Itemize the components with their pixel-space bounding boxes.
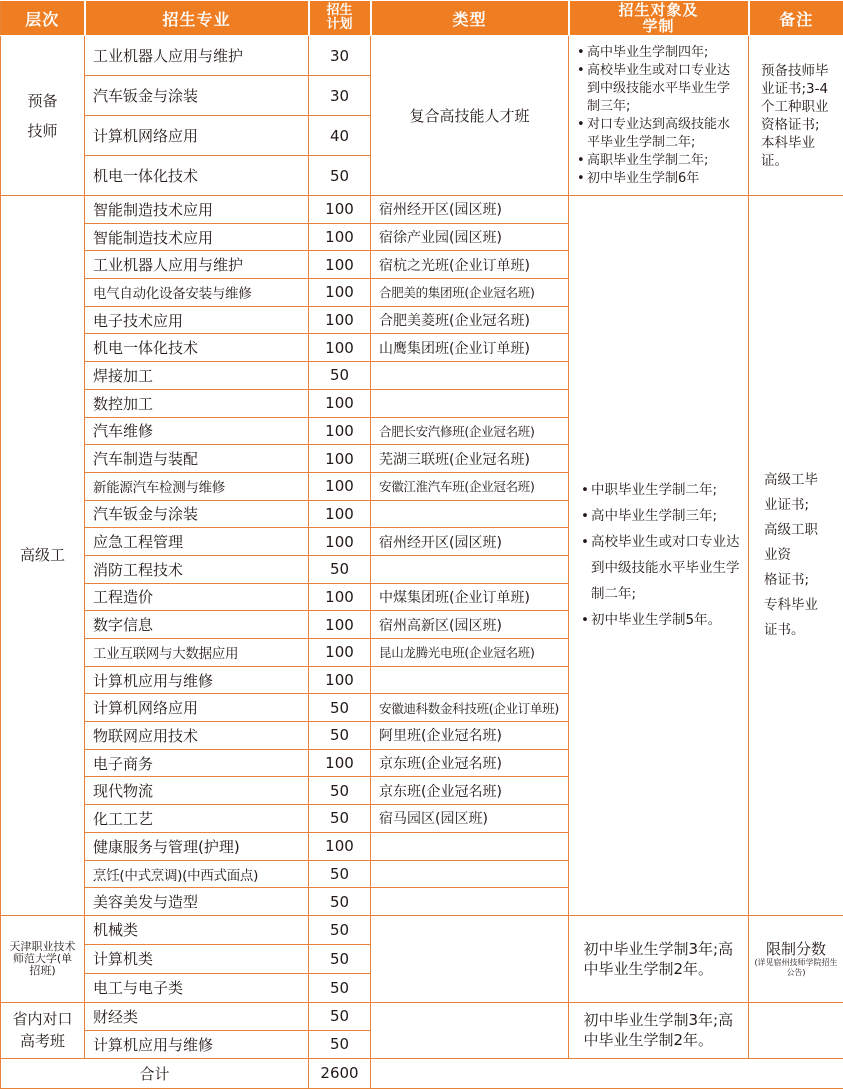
header-object [569,1,749,36]
header-major: 招生专业 [85,1,309,36]
major-cell: 现代物流 [85,777,309,805]
header-plan-text: 招生计划 [322,4,358,32]
major-cell: 焊接加工 [85,362,309,390]
header-object-text: 招生对象及学制 [618,2,700,34]
major-cell: 应急工程管理 [85,528,309,556]
major-cell: 汽车钣金与涂装 [85,500,309,528]
header-type: 类型 [371,1,569,36]
total-blank [371,1058,843,1088]
type-cell [371,832,569,860]
major-cell: 化工工艺 [85,805,309,833]
type-cell [371,500,569,528]
total-label: 合计 [1,1058,309,1088]
major-cell: 计算机类 [85,944,309,973]
major-cell: 工业机器人应用与维护 [85,36,309,76]
type-cell: 宿州高新区(园区班) [371,611,569,639]
total-value: 2600 [309,1058,371,1088]
note-cell [749,915,843,1002]
major-cell: 数控加工 [85,389,309,417]
note-text: 预备技师毕业证书;3-4个工种职业资格证书;本科毕业证。 [761,62,831,170]
plan-cell: 50 [309,555,371,583]
plan-cell: 30 [309,36,371,76]
plan-cell: 100 [309,639,371,667]
major-cell: 电子商务 [85,749,309,777]
type-cell [371,666,569,694]
note-item: 格证书; [764,568,828,593]
major-cell: 电气自动化设备安装与维修 [85,279,309,307]
plan-cell: 50 [309,777,371,805]
object-item: • 初中毕业生学制5年。 [581,607,742,633]
major-cell: 工程造价 [85,583,309,611]
plan-cell: 50 [309,1002,371,1030]
plan-cell: 100 [309,472,371,500]
major-cell: 汽车钣金与涂装 [85,76,309,116]
note-list [764,468,828,643]
plan-cell: 100 [309,583,371,611]
major-cell: 机电一体化技术 [85,334,309,362]
type-cell: 安徽江淮汽车班(企业冠名班) [371,472,569,500]
plan-cell: 40 [309,116,371,156]
note-item: 高级工毕业证书; [764,468,828,518]
major-cell: 机电一体化技术 [85,156,309,196]
object-cell [569,196,749,916]
object-cell [569,915,749,1002]
object-cell [569,1002,749,1058]
major-cell: 工业机器人应用与维护 [85,251,309,279]
major-cell: 计算机应用与维修 [85,666,309,694]
type-cell [371,555,569,583]
plan-cell: 100 [309,611,371,639]
plan-cell: 50 [309,722,371,750]
plan-cell: 100 [309,389,371,417]
type-cell [371,888,569,916]
level-cell [1,915,85,1002]
object-item: • 高职毕业生学制二年; [577,152,742,170]
level-cell [1,1002,85,1058]
type-cell: 宿州经开区(园区班) [371,528,569,556]
total-row [1,1058,843,1088]
major-cell: 新能源汽车检测与维修 [85,472,309,500]
major-cell: 烹饪(中式烹调)(中西式面点) [85,860,309,888]
type-cell: 宿杭之光班(企业订单班) [371,251,569,279]
type-cell: 合肥长安汽修班(企业冠名班) [371,417,569,445]
plan-cell: 100 [309,417,371,445]
type-cell: 京东班(企业冠名班) [371,749,569,777]
header-level: 层次 [1,1,85,36]
note-item: 专科毕业证书。 [764,593,828,643]
object-item: • 高校毕业生或对口专业达到中级技能水平毕业生学制二年; [581,529,742,607]
plan-cell: 100 [309,196,371,224]
major-cell: 数字信息 [85,611,309,639]
plan-cell: 50 [309,944,371,973]
note-cell [749,1002,843,1058]
type-cell: 合肥美的集团班(企业冠名班) [371,279,569,307]
object-item: • 中职毕业生学制二年; [581,477,742,503]
major-cell: 汽车维修 [85,417,309,445]
plan-cell: 100 [309,500,371,528]
table-row [1,36,843,76]
plan-cell: 100 [309,223,371,251]
table-row [1,915,843,944]
type-cell: 合肥美菱班(企业冠名班) [371,306,569,334]
type-cell: 复合高技能人才班 [371,36,569,196]
note-item: 高级工职业资 [764,518,828,568]
plan-cell: 100 [309,832,371,860]
type-cell: 宿徐产业园(园区班) [371,223,569,251]
type-cell: 中煤集团班(企业订单班) [371,583,569,611]
plan-cell: 50 [309,915,371,944]
plan-cell: 50 [309,1030,371,1058]
major-cell: 物联网应用技术 [85,722,309,750]
level-cell: 高级工 [1,196,85,916]
table-row [1,196,843,224]
plan-cell: 50 [309,694,371,722]
major-cell: 计算机应用与维修 [85,1030,309,1058]
plan-cell: 100 [309,749,371,777]
type-cell: 阿里班(企业冠名班) [371,722,569,750]
major-cell: 汽车制造与装配 [85,445,309,473]
type-cell [371,362,569,390]
type-cell: 宿马园区(园区班) [371,805,569,833]
type-cell: 宿州经开区(园区班) [371,196,569,224]
type-cell [371,915,569,1002]
plan-cell: 100 [309,666,371,694]
object-text: 初中毕业生学制3年;高中毕业生学制2年。 [584,939,734,979]
object-item: • 初中毕业生学制6年 [577,170,742,188]
plan-cell: 100 [309,445,371,473]
type-cell: 安徽迪科数金科技班(企业订单班) [371,694,569,722]
object-item: • 对口专业达到高级技能水平毕业生学制二年; [577,116,742,152]
object-text: 初中毕业生学制3年;高中毕业生学制2年。 [584,1010,734,1050]
level-text: 天津职业技术师范大学(单招班) [8,941,78,977]
plan-cell: 100 [309,528,371,556]
plan-cell: 30 [309,76,371,116]
level-text: 省内对口高考班 [11,1008,75,1052]
object-cell [569,36,749,196]
plan-cell: 100 [309,279,371,307]
header-note: 备注 [749,1,843,36]
type-cell [371,860,569,888]
major-cell: 美容美发与造型 [85,888,309,916]
plan-cell: 100 [309,251,371,279]
plan-cell: 50 [309,362,371,390]
object-item: • 高校毕业生或对口专业达到中级技能水平毕业生学制三年; [577,62,742,116]
note-small-text: (详见宿州技师学院招生公告) [753,958,839,978]
major-cell: 健康服务与管理(护理) [85,832,309,860]
type-cell: 京东班(企业冠名班) [371,777,569,805]
major-cell: 消防工程技术 [85,555,309,583]
header-plan [309,1,371,36]
plan-cell: 50 [309,973,371,1002]
object-list [577,44,742,188]
plan-cell: 50 [309,888,371,916]
plan-cell: 50 [309,156,371,196]
level-cell [1,36,85,196]
note-cell [749,196,843,916]
major-cell: 计算机网络应用 [85,116,309,156]
type-cell: 昆山龙腾光电班(企业冠名班) [371,639,569,667]
major-cell: 财经类 [85,1002,309,1030]
major-cell: 电工与电子类 [85,973,309,1002]
object-item: • 高中毕业生学制三年; [581,503,742,529]
plan-cell: 100 [309,306,371,334]
type-cell [371,1002,569,1058]
object-item: • 高中毕业生学制四年; [577,44,742,62]
type-cell: 芜湖三联班(企业冠名班) [371,445,569,473]
plan-cell: 100 [309,334,371,362]
header-row [1,1,843,36]
major-cell: 计算机网络应用 [85,694,309,722]
major-cell: 智能制造技术应用 [85,223,309,251]
type-cell [371,389,569,417]
level-text: 预备技师 [25,86,61,146]
major-cell: 智能制造技术应用 [85,196,309,224]
type-cell: 山鹰集团班(企业订单班) [371,334,569,362]
table-row [1,1002,843,1030]
major-cell: 电子技术应用 [85,306,309,334]
plan-cell: 50 [309,805,371,833]
plan-cell: 50 [309,860,371,888]
note-text: 限制分数 [753,940,839,958]
note-cell [749,36,843,196]
major-cell: 工业互联网与大数据应用 [85,639,309,667]
major-cell: 机械类 [85,915,309,944]
object-list [581,477,742,633]
